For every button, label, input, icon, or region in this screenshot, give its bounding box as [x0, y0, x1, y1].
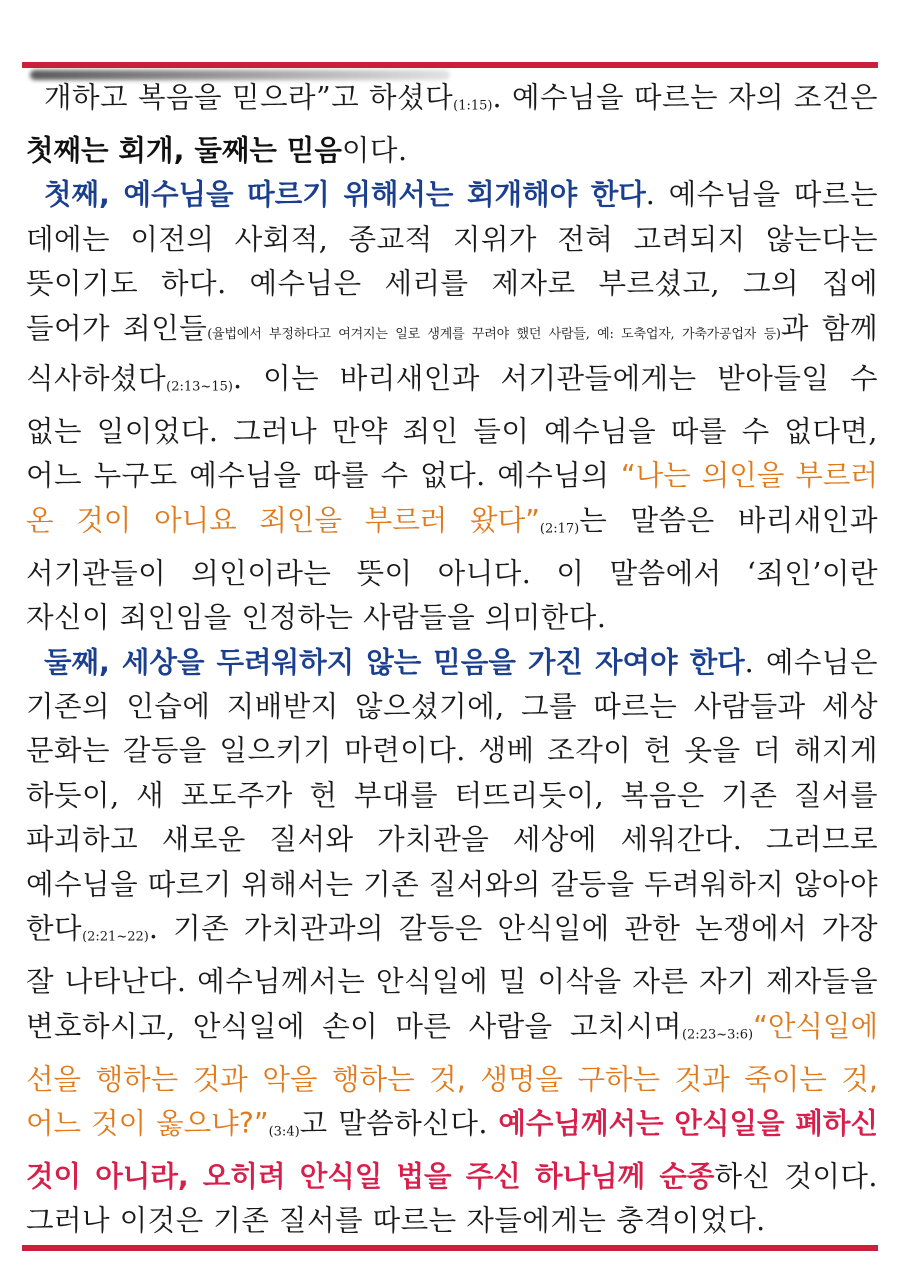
text: . 기존 가치관과의 갈등은 안식일에 관한 논쟁에서 가장 잘 나타난다. 예수님께서는 안식일에 밀 이삭을 자른 자기 제자들을 변호하시고, 안식일에 손이 마른 사람을 고치시며 — [26, 912, 878, 1043]
verse-ref: (2:17) — [539, 521, 580, 537]
text: 이다. — [341, 134, 408, 167]
scripture-quote: “안식일에 선을 행하는 것과 악을 행하는 것, 생명을 구하는 것과 죽이는 것, 어느 것이 옳으냐?” — [26, 1009, 878, 1140]
verse-ref: (1:15) — [453, 98, 493, 114]
bold-emphasis: 첫째는 회개, 둘째는 믿음 — [26, 134, 342, 167]
verse-ref: (2:23~3:6) — [681, 1027, 754, 1043]
text: 하신 것이다. 그러나 이것은 기존 질서를 따르는 자들에게는 충격이었다. — [26, 1159, 878, 1238]
section-heading-first: 첫째, 예수님을 따르기 위해서는 회개해야 한다 — [44, 178, 646, 212]
paragraph-first-condition — [26, 173, 878, 640]
footnote-inline: (율법에서 부정하다고 여겨지는 일로 생계를 꾸려야 했던 사람들, 예: 도축업자, 가축가공업자 등) — [207, 326, 781, 342]
top-rule — [22, 62, 878, 68]
paragraph-second-condition — [26, 641, 878, 1244]
text: 과 함께 식사하셨다 — [26, 311, 878, 396]
scripture-quote: “나는 의인을 부르러 온 것이 아니요 죄인을 부르러 왔다” — [26, 459, 878, 537]
verse-ref: (3:4) — [268, 1124, 300, 1140]
verse-ref: (2:13~15) — [166, 379, 233, 395]
section-heading-second: 둘째, 세상을 두려워하지 않는 믿음을 가진 자여야 한다 — [44, 645, 745, 679]
text: 개하고 복음을 믿으라”고 하셨다 — [44, 81, 454, 114]
verse-ref: (2:21~22) — [82, 929, 149, 945]
paragraph-intro — [26, 76, 878, 173]
bottom-rule — [22, 1245, 878, 1251]
text: 는 말씀은 바리새인과 서기관들이 의인이라는 뜻이 아니다. 이 말씀에서 ‘죄인’이란 자신이 죄인임을 인정하는 사람들을 의미한다. — [26, 503, 878, 635]
red-emphasis: 예수님께서는 안식일을 폐하신 것이 아니라, 오히려 안식일 법을 주신 하나님께 순종 — [26, 1106, 878, 1193]
document-body — [26, 76, 878, 1244]
text: . 예수님은 기존의 인습에 지배받지 않으셨기에, 그를 따르는 사람들과 세상 문화는 갈등을 일으키기 마련이다. 생베 조각이 헌 옷을 더 해지게 하듯이, 새 포도주가 헌 부대를 터뜨리듯이, 복음은 기존 질서를 파괴하고 새로운 질서와 가치관을 세상에 세워간다. 그러므로 예수님을 따르기 위해서는 기존 질서와의 갈등을 두려워하지 않아야 한다 — [26, 645, 878, 946]
text: . 예수님을 따르는 데에는 이전의 사회적, 종교적 지위가 전혀 고려되지 않는다는 뜻이기도 하다. 예수님은 세리를 제자로 부르셨고, 그의 집에 들어가 죄인들 — [26, 178, 878, 345]
text: . 예수님을 따르는 자의 조건은 — [492, 81, 878, 114]
text: . 이는 바리새인과 서기관들에게는 받아들일 수 없는 일이었다. 그러나 만약 죄인 들이 예수님을 따를 수 없다면, 어느 누구도 예수님을 따를 수 없다. 예수님의 — [26, 362, 878, 493]
text: 고 말씀하신다. — [299, 1106, 499, 1140]
